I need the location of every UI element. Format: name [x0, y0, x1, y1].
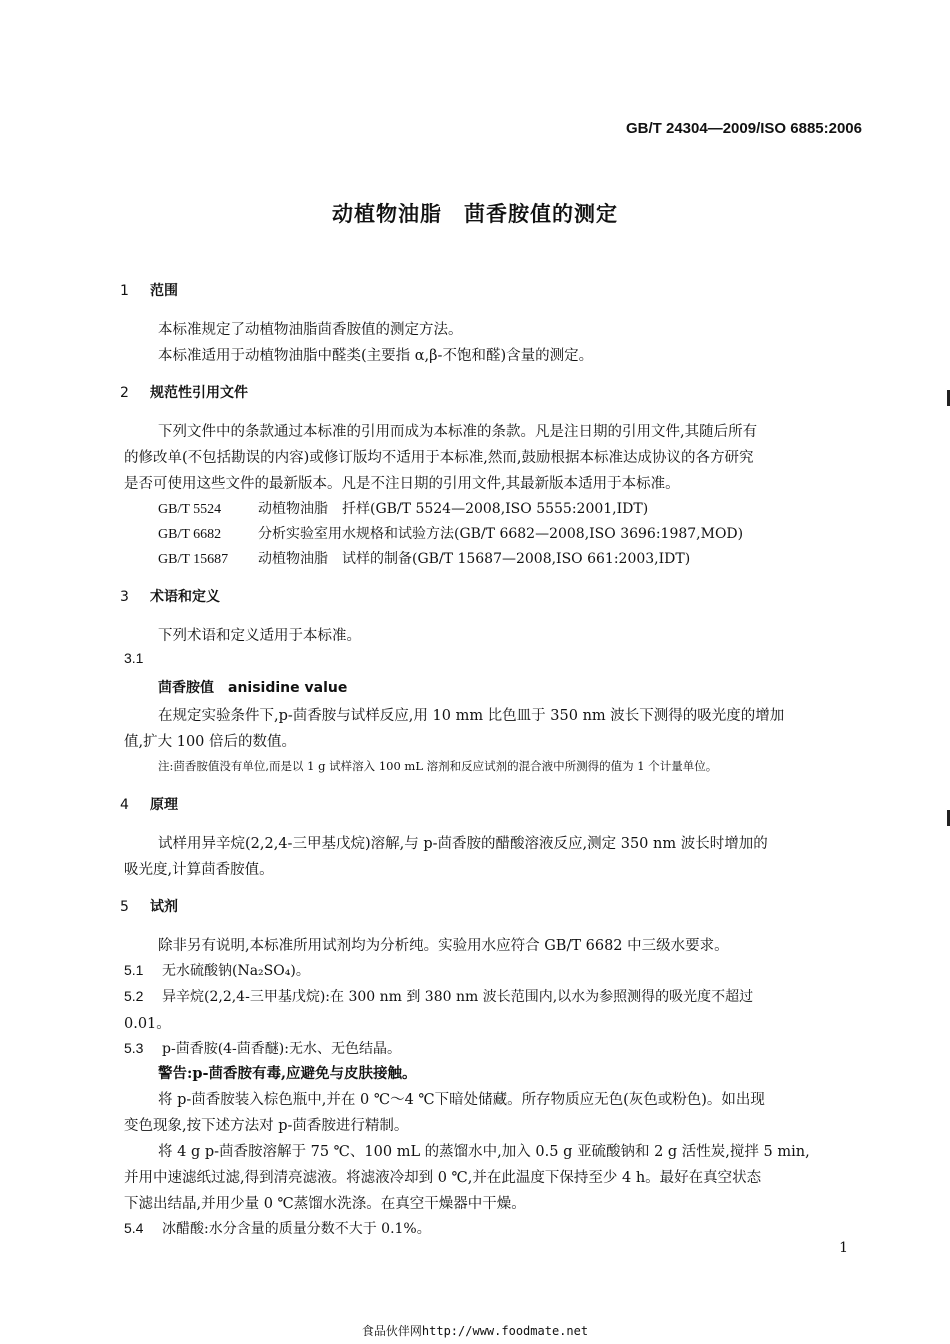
reagent-item — [124, 986, 753, 1006]
item-number: 5.2 — [124, 988, 144, 1004]
section-5-heading — [120, 896, 178, 916]
section-1-heading — [120, 280, 178, 300]
footer-watermark: 食品伙伴网http://www.foodmate.net — [361, 1324, 589, 1338]
section-title: 原理 — [150, 797, 178, 813]
item-text: 无水硫酸钠(Na₂SO₄)。 — [162, 963, 310, 979]
section-4-heading — [120, 794, 178, 814]
section-3-heading — [120, 586, 220, 606]
section-number: 1 — [120, 283, 129, 299]
paragraph-line: 变色现象,按下述方法对 p-茴香胺进行精制。 — [124, 1118, 409, 1134]
section-number: 4 — [120, 797, 129, 813]
paragraph-line: 下列文件中的条款通过本标准的引用而成为本标准的条款。凡是注日期的引用文件,其随后所有 — [158, 424, 758, 440]
paragraph-line: 的修改单(不包括勘误的内容)或修订版均不适用于本标准,然而,鼓励根据本标准达成协议的各方研究 — [124, 450, 754, 466]
section-2-heading — [120, 382, 248, 402]
note: 注:茴香胺值没有单位,而是以 1 g 试样溶入 100 mL 溶剂和反应试剂的混合液中所测得的值为 1 个计量单位。 — [158, 759, 718, 773]
reference-code: GB/T 15687 — [158, 552, 229, 567]
warning-text: 警告:p-茴香胺有毒,应避免与皮肤接触。 — [158, 1065, 417, 1082]
section-title: 规范性引用文件 — [150, 385, 248, 401]
paragraph: 本标准适用于动植物油脂中醛类(主要指 α,β-不饱和醛)含量的测定。 — [158, 348, 594, 364]
reference-text: 动植物油脂 扦样(GB/T 5524—2008,ISO 5555:2001,IDT) — [258, 501, 649, 517]
section-number: 3 — [120, 589, 129, 605]
item-text: 异辛烷(2,2,4-三甲基戊烷):在 300 nm 到 380 nm 波长范围内,以水为参照测得的吸光度不超过 — [162, 989, 754, 1005]
paragraph: 除非另有说明,本标准所用试剂均为分析纯。实验用水应符合 GB/T 6682 中三级水要求。 — [158, 938, 729, 954]
paragraph-line: 将 p-茴香胺装入棕色瓶中,并在 0 ℃～4 ℃下暗处储藏。所存物质应无色(灰色或粉色)。如出现 — [158, 1092, 765, 1108]
definition-line: 值,扩大 100 倍后的数值。 — [124, 734, 297, 750]
reference-code: GB/T 6682 — [158, 527, 222, 542]
reference-code: GB/T 5524 — [158, 502, 222, 517]
paragraph: 本标准规定了动植物油脂茴香胺值的测定方法。 — [158, 322, 463, 338]
section-title: 试剂 — [150, 899, 178, 915]
reagent-item — [124, 1218, 431, 1238]
section-title: 范围 — [150, 283, 178, 299]
definition-line: 在规定实验条件下,p-茴香胺与试样反应,用 10 mm 比色皿于 350 nm 波长下测得的吸光度的增加 — [158, 708, 785, 724]
page-number: 1 — [839, 1240, 848, 1256]
reference-item — [158, 523, 743, 543]
item-text: 冰醋酸:水分含量的质量分数不大于 0.1%。 — [162, 1221, 431, 1237]
subsection-number — [124, 650, 162, 667]
item-number: 5.3 — [124, 1040, 144, 1056]
section-number: 2 — [120, 385, 129, 401]
section-number: 5 — [120, 899, 129, 915]
paragraph-line: 下滤出结晶,并用少量 0 ℃蒸馏水洗涤。在真空干燥器中干燥。 — [124, 1196, 526, 1212]
reference-text: 分析实验室用水规格和试验方法(GB/T 6682—2008,ISO 3696:1987,MOD) — [258, 526, 744, 542]
paragraph-line: 并用中速滤纸过滤,得到清亮滤液。将滤液冷却到 0 ℃,并在此温度下保持至少 4 h。最好在真空状态 — [124, 1170, 762, 1186]
paragraph-line: 吸光度,计算茴香胺值。 — [124, 862, 274, 878]
paragraph-line: 试样用异辛烷(2,2,4-三甲基戊烷)溶解,与 p-茴香胺的醋酸溶液反应,测定 350 nm 波长时增加的 — [158, 836, 768, 852]
reference-item — [158, 498, 648, 518]
subsection-number-text: 3.1 — [124, 650, 144, 666]
reagent-item — [124, 960, 310, 980]
paragraph: 下列术语和定义适用于本标准。 — [158, 628, 361, 644]
paragraph-line: 是否可使用这些文件的最新版本。凡是不注日期的引用文件,其最新版本适用于本标准。 — [124, 476, 680, 492]
paragraph-line: 将 4 g p-茴香胺溶解于 75 ℃、100 mL 的蒸馏水中,加入 0.5 g 亚硫酸钠和 2 g 活性炭,搅拌 5 min, — [158, 1144, 810, 1160]
paragraph-line: 0.01。 — [124, 1016, 171, 1032]
term-heading: 茴香胺值 anisidine value — [158, 680, 348, 696]
item-text: p-茴香胺(4-茴香醚):无水、无色结晶。 — [162, 1041, 401, 1057]
item-number: 5.1 — [124, 962, 144, 978]
standard-code: GB/T 24304—2009/ISO 6885:2006 — [626, 120, 862, 137]
section-title: 术语和定义 — [150, 589, 220, 605]
item-number: 5.4 — [124, 1220, 144, 1236]
document-title: 动植物油脂 茴香胺值的测定 — [332, 202, 618, 226]
reagent-item — [124, 1038, 401, 1058]
reference-item — [158, 548, 690, 568]
reference-text: 动植物油脂 试样的制备(GB/T 15687—2008,ISO 661:2003,IDT) — [258, 551, 691, 567]
